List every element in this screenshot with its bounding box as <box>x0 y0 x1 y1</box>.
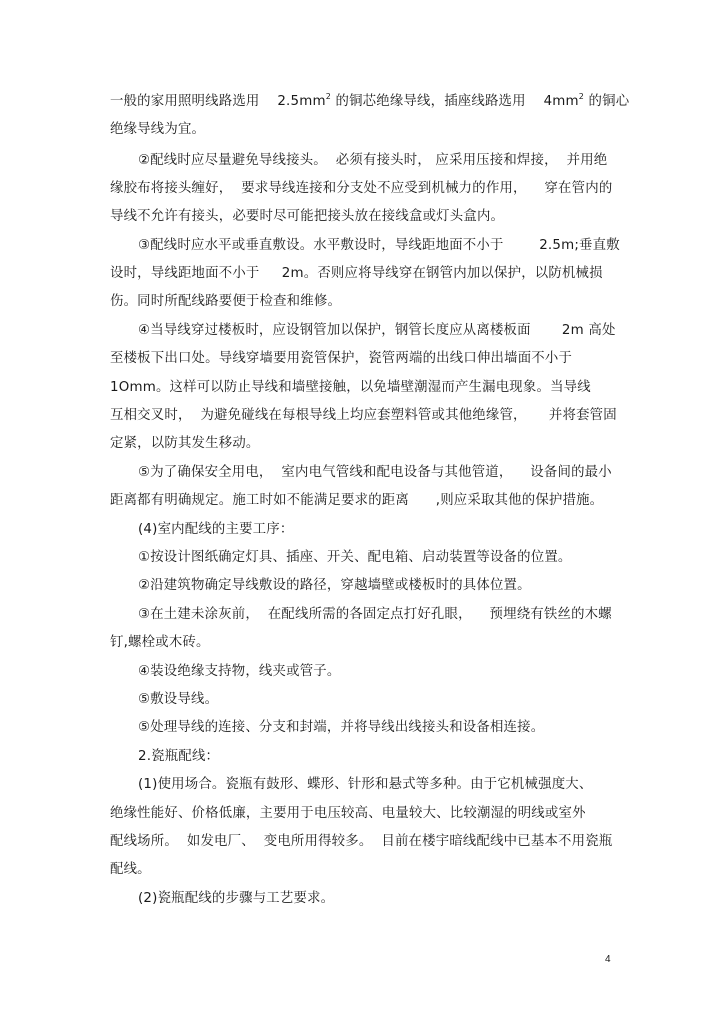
text-line-22: ⑤敷设导线。 <box>138 692 219 707</box>
text-line-23: ⑤处理导线的连接、分支和封端，并将导线出线接头和设备相连接。 <box>138 720 545 735</box>
text-line-20: 钉,螺栓或木砖。 <box>110 635 210 650</box>
line-1-part-a: 一般的家用照明线路选用 2.5mm <box>110 94 326 109</box>
superscript-squared: 2 <box>325 92 332 101</box>
text-line-14: ⑤为了确保安全用电， 室内电气管线和配电设备与其他管道， 设备间的最小 <box>138 465 612 480</box>
text-line-27: 配线场所。 如发电厂、 变电所用得较多。 目前在楼宇暗线配线中已基本不用瓷瓶 <box>110 834 613 849</box>
line-1-part-b: 的铜芯绝缘导线，插座线路选用 4mm <box>331 94 579 109</box>
line-1-part-c: 的铜心 <box>584 94 630 109</box>
text-line-6: ③配线时应水平或垂直敷设。水平敷设时，导线距地面不小于 2.5m;垂直敷 <box>138 238 620 253</box>
text-line-26: 绝缘性能好、价格低廉，主要用于电压较高、电量较大、比较潮湿的明线或室外 <box>110 806 586 821</box>
text-line-5: 导线不允许有接头，必要时尽可能把接头放在接线盒或灯头盒内。 <box>110 209 505 224</box>
text-line-3: ②配线时应尽量避免导线接头。 必须有接头时， 应采用压接和焊接， 并用绝 <box>138 153 608 168</box>
page-number: 4 <box>605 954 611 965</box>
text-line-1 <box>110 94 629 110</box>
text-line-29: (2)瓷瓶配线的步骤与工艺要求。 <box>138 891 335 906</box>
superscript-squared: 2 <box>578 92 585 101</box>
text-line-17: ①按设计图纸确定灯具、插座、开关、配电箱、启动装置等设备的位置。 <box>138 550 572 565</box>
text-line-10: 至楼板下出口处。导线穿墙要用瓷管保护，瓷管两端的出线口伸出墙面不小于 <box>110 351 573 366</box>
text-line-4: 缘胶布将接头缠好， 要求导线连接和分支处不应受到机械力的作用， 穿在管内的 <box>110 181 613 196</box>
text-line-18: ②沿建筑物确定导线敷设的路径，穿越墙壁或楼板时的具体位置。 <box>138 578 531 593</box>
text-line-16: (4)室内配线的主要工序： <box>138 522 294 537</box>
text-line-24: 2.瓷瓶配线： <box>138 749 220 764</box>
text-line-28: 配线。 <box>110 862 151 877</box>
text-line-21: ④装设绝缘支持物，线夹或管子。 <box>138 664 341 679</box>
text-line-8: 伤。同时所配线路要便于检查和维修。 <box>110 294 342 309</box>
text-line-2: 绝缘导线为宜。 <box>110 122 206 137</box>
text-line-12: 互相交叉时， 为避免碰线在每根导线上均应套塑料管或其他绝缘管， 并将套管固 <box>110 408 617 423</box>
text-line-25: (1)使用场合。瓷瓶有鼓形、蝶形、针形和悬式等多种。由于它机械强度大、 <box>138 777 593 792</box>
text-line-7: 设时，导线距地面不小于 2m。否则应将导线穿在钢管内加以保护，以防机械损 <box>110 266 603 281</box>
text-line-11: 1Omm。这样可以防止导线和墙壁接触，以免墙壁潮湿而产生漏电现象。当导线 <box>110 380 591 395</box>
text-line-13: 定紧，以防其发生移动。 <box>110 436 260 451</box>
text-line-19: ③在土建未涂灰前， 在配线所需的各固定点打好孔眼， 预埋绕有铁丝的木螺 <box>138 607 612 622</box>
text-line-15: 距离都有明确规定。施工时如不能满足要求的距离 ,则应采取其他的保护措施。 <box>110 493 604 508</box>
text-line-9: ④当导线穿过楼板时，应设钢管加以保护，钢管长度应从离楼板面 2m 高处 <box>138 323 616 338</box>
